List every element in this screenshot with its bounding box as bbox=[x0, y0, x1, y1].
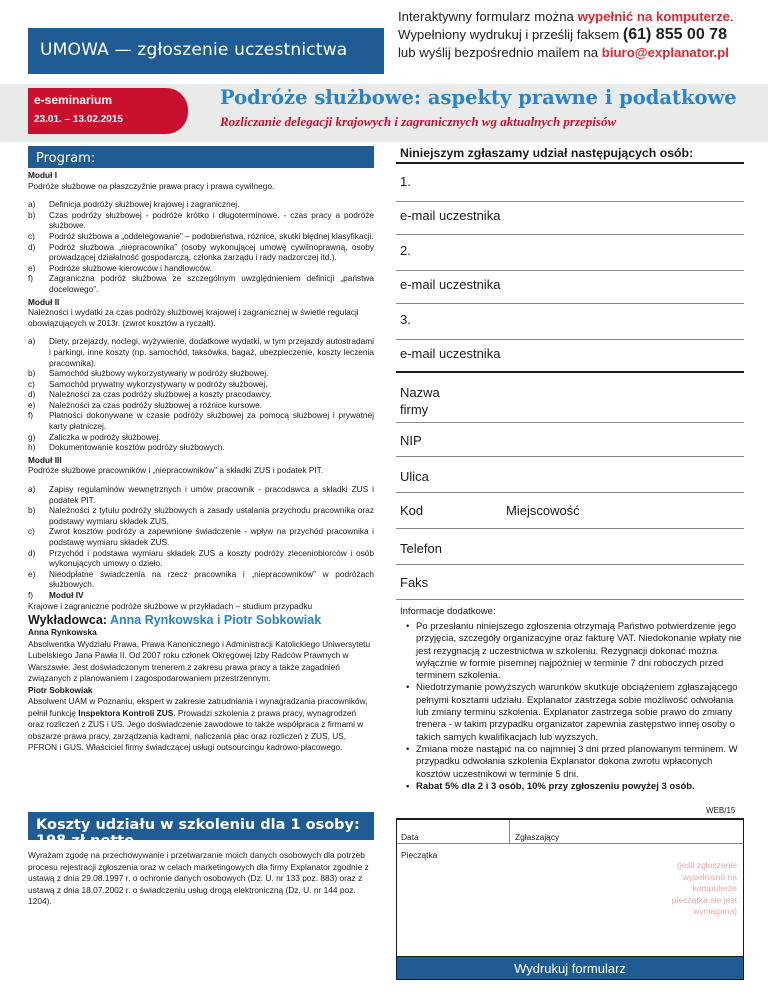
item-letter: a) bbox=[28, 199, 36, 210]
item-text: Samochód służbowy wykorzystywany w podróży służbowej. bbox=[49, 368, 269, 379]
program-item bbox=[28, 548, 374, 569]
bio-text: . Prowadzi szkolenia z prawa pracy, wynagrodzeń oraz rozliczeń z ZUS i US. Jego doświadczenie zawodowe to także współpraca z firmami w obszarze prawa pracy, zarządzania kadrami, naliczania płac oraz rozliczeń z ZUS, US, PFRON i GUS. Właściciel firmy świadczącej usługi outsourcingu kadrowo-płacowego. bbox=[28, 707, 364, 753]
field-label: Ulica bbox=[400, 469, 429, 484]
registration-heading: Niniejszym zgłaszamy udział następujących osób: bbox=[396, 140, 744, 164]
program-item bbox=[28, 432, 374, 443]
item-letter: a) bbox=[28, 336, 36, 347]
program-item bbox=[28, 569, 374, 590]
item-letter: h) bbox=[28, 442, 36, 453]
item-text: Należności za czas podróży służbowej a różnice kursowe. bbox=[49, 399, 263, 410]
item-letter: c) bbox=[28, 230, 35, 241]
spacer bbox=[28, 476, 374, 484]
item-text: Dokumentowanie kosztów podróży służbowych. bbox=[49, 442, 225, 453]
module-name: Moduł II bbox=[28, 296, 60, 307]
program-item bbox=[28, 336, 374, 368]
item-text: Czas podróży służbowej - podróże krótko i długoterminowe. - czas pracy a podróże służbowe. bbox=[49, 209, 374, 231]
item-text: Płatności dokonywane w czasie podróży służbowej za pomocą służbowej i prywatnej karty płatniczej. bbox=[49, 410, 374, 432]
item-letter: d) bbox=[28, 241, 36, 252]
bio-highlight: Inspektora Kontroli ZUS bbox=[78, 707, 174, 718]
module-intro: Podróże służbowe na płaszczyźnie prawa pracy i prawa cywilnego. bbox=[28, 180, 275, 191]
lecturer-name: Anna Rynkowska bbox=[28, 627, 97, 638]
program-closing: Krajowe i zagraniczne podróże służbowe w przykładach – studium przypadku bbox=[28, 600, 313, 611]
info-item: • Po przesłaniu niniejszego zgłoszenia otrzymają Państwo potwierdzenie jego przyjęcia, szczegóły organizacyjne oraz fakturę VAT. Niedokonanie wpłaty nie jest rezygnacją z uczestnictwa w szkoleniu. Rezygnacji dokonać można wyłącznie w formie pisemnej najpóźniej w terminie 7 dni roboczych przed terminem szkolenia. bbox=[406, 621, 744, 682]
program-item bbox=[28, 231, 374, 242]
program-heading: Program: bbox=[28, 146, 374, 168]
info-item: • Rabat 5% dla 2 i 3 osób, 10% przy zgłoszeniu powyżej 3 osób. bbox=[406, 781, 744, 793]
field-label: 3. bbox=[400, 312, 411, 327]
program-item bbox=[28, 263, 374, 274]
program-item bbox=[28, 199, 374, 210]
program-item bbox=[28, 273, 374, 294]
phone-field[interactable] bbox=[396, 529, 744, 565]
form-title-bar bbox=[28, 28, 384, 74]
item-text: Przychód i podstawa wymiaru składek ZUS a koszty podróży zleceniobiorców i osób wykonujących umowy o dzieło. bbox=[49, 547, 374, 569]
data-consent-text: Wyrażam zgodę na przechowywanie i przetwarzanie moich danych osobowych dla potrzeb procesu rejestracji zgłoszenia oraz w celach marketingowych dla firmy Explanator zgodnie z ustawą z dnia 29.08.1997 r. o ochronie danych osobowych (Dz. U. nr 133 poz. 883) oraz z ustawą z dnia 18.07.2002 r. o świadczeniu usług drogą elektroniczną (Dz. U. nr 144 poz. 1204). bbox=[28, 850, 369, 906]
field-label: Telefon bbox=[400, 541, 442, 556]
program-item bbox=[28, 410, 374, 431]
item-text: Podróż służbowa a „oddelegowanie” – podobieństwa, różnice, skutki błędnej klasyfikacji. bbox=[49, 230, 374, 241]
program-item bbox=[28, 484, 374, 505]
participant-3-email-field[interactable] bbox=[396, 340, 744, 373]
program-item bbox=[28, 368, 374, 379]
item-text: Podróż służbowa „niepracownika” (osoby wykonującej umowę cywilnoprawną, osoby prowadzącej działalność gospodarczą, członka zarządu i rady nadzorczej itd.). bbox=[49, 241, 374, 263]
bio-text: Absolwent UAM w Poznaniu, ekspert w zakresie zatrudniania i wynagradzania pracowników, pełnił funkcję bbox=[28, 696, 368, 718]
event-subtitle: Rozliczanie delegacji krajowych i zagranicznych wg aktualnych przepisów bbox=[220, 114, 617, 129]
item-text: Samochód prywatny wykorzystywany w podróży służbowej. bbox=[49, 378, 268, 389]
item-letter: b) bbox=[28, 505, 36, 516]
field-label: e-mail uczestnika bbox=[400, 277, 501, 292]
item-text: Podróże służbowe kierowców i handlowców. bbox=[49, 262, 212, 273]
field-label: Faks bbox=[400, 575, 429, 590]
form-title: UMOWA — zgłoszenie uczestnictwa bbox=[40, 40, 348, 60]
field-label: e-mail uczestnika bbox=[400, 208, 501, 223]
stamp-label: Pieczątka bbox=[401, 850, 438, 860]
participant-1-email-field[interactable] bbox=[396, 202, 744, 235]
participant-3-name-field[interactable] bbox=[396, 304, 744, 340]
field-label: NIP bbox=[400, 433, 422, 448]
program-content bbox=[28, 170, 374, 611]
module-name: Moduł III bbox=[28, 454, 62, 465]
event-type-badge bbox=[28, 88, 188, 134]
item-letter: e) bbox=[28, 568, 36, 579]
date-field[interactable]: Data bbox=[401, 832, 419, 842]
program-item bbox=[28, 389, 374, 400]
info-text: Interaktywny formularz można bbox=[398, 9, 578, 24]
program-item bbox=[28, 379, 374, 390]
event-type: e-seminarium bbox=[34, 93, 113, 107]
info-item: • Niedotrzymanie powyższych warunków skutkuje obciążeniem zgłaszającego pełnymi kosztami udziału. Explanator zastrzega sobie możliwość odwołania lub zmiany terminu szkolenia. Explanator zastrzega sobie prawo do zmiany trenera - w takim przypadku organizator zapewnia zastępstwo innej osoby o takich samych kwalifikacjach lub wyższych. bbox=[406, 682, 744, 743]
program-item bbox=[28, 400, 374, 411]
additional-info bbox=[396, 599, 744, 793]
event-dates: 23.01. – 13.02.2015 bbox=[34, 114, 123, 125]
email-link[interactable]: biuro@explanator.pl bbox=[601, 45, 729, 60]
participant-2-email-field[interactable] bbox=[396, 271, 744, 304]
nip-field[interactable] bbox=[396, 423, 744, 457]
item-letter: g) bbox=[28, 431, 36, 442]
company-name-field[interactable] bbox=[396, 373, 744, 423]
info-item: • Zmiana może nastąpić na co najmniej 3 dni przed planowanym terminem. W przypadku odwołania szkolenia Explanator dokona zwrotu wpłaconych kosztów uczestnikowi w terminie 5 dni. bbox=[406, 744, 744, 781]
item-letter: c) bbox=[28, 378, 35, 389]
additional-info-label: Informacje dodatkowe: bbox=[396, 599, 744, 621]
info-highlight: wypełnić na komputerze bbox=[577, 9, 730, 24]
field-label: e-mail uczestnika bbox=[400, 346, 501, 361]
program-item bbox=[28, 210, 374, 231]
fax-number: (61) 855 00 78 bbox=[622, 26, 727, 43]
program-item bbox=[28, 526, 374, 547]
item-letter: e) bbox=[28, 399, 36, 410]
field-label: Nazwa bbox=[400, 385, 440, 400]
street-field[interactable] bbox=[396, 457, 744, 493]
lecturer-bios bbox=[28, 627, 374, 754]
divider bbox=[509, 820, 510, 844]
spacer bbox=[28, 328, 374, 336]
participant-1-name-field[interactable] bbox=[396, 166, 744, 202]
info-text: . bbox=[730, 9, 734, 24]
additional-info-list bbox=[396, 621, 744, 793]
module-intro: Należności i wydatki za czas podróży służbowej krajowej i zagranicznej w świetle regulacji obowiązujących w 2013r. (zwrot kosztów a ryczałt). bbox=[28, 307, 359, 328]
lecturers-label: Wykładowca: bbox=[28, 613, 110, 628]
zip-field-label[interactable]: Kod bbox=[400, 503, 424, 518]
item-letter: d) bbox=[28, 389, 36, 400]
item-text: Należności z tytułu podróży służbowych a zasady ustalania przychodu pracownika oraz podstawy wymiaru składek ZUS. bbox=[49, 505, 374, 526]
item-letter: b) bbox=[28, 368, 36, 379]
item-text: Zaliczka w podróży służbowej. bbox=[49, 431, 161, 442]
field-label: 2. bbox=[400, 243, 411, 258]
item-text: Moduł IV bbox=[49, 589, 84, 600]
lecturer-bio: Absolwentka Wydziału Prawa, Prawa Kanonicznego i Administracji Katolickiego Uniwersytetu Lubelskiego Jana Pawła II. Od 2007 roku członek Okręgowej Izby Radców Prawnych w Warszawie. Jest doświadczonym trenerem z zakresu prawa pracy a także zagadnień związanych z planowaniem i zagospodarowaniem przestrzennym. bbox=[28, 638, 371, 684]
item-text: Należności za czas podróży służbowej a koszty pracodawcy. bbox=[49, 389, 272, 400]
city-field-label[interactable]: Miejscowość bbox=[506, 503, 580, 518]
fax-field[interactable] bbox=[396, 565, 744, 599]
lecturers-heading bbox=[28, 613, 374, 627]
event-title: Podróże służbowe: aspekty prawne i podatkowe bbox=[220, 86, 737, 109]
module-items bbox=[28, 336, 374, 453]
info-text: lub wyślij bezpośrednio mailem na bbox=[398, 45, 602, 60]
field-label: firmy bbox=[400, 402, 429, 417]
program-item bbox=[28, 590, 374, 601]
item-text: Zwrot kosztów podróży a zapewnione świadczenie - wpływ na przychód pracownika i podstawę wymiaru składek ZUS. bbox=[49, 526, 374, 547]
participant-2-name-field[interactable] bbox=[396, 235, 744, 271]
form-reference: WEB/15 bbox=[706, 806, 736, 815]
item-letter: f) bbox=[28, 410, 34, 421]
item-letter: d) bbox=[28, 547, 36, 558]
module-intro: Podróże służbowe pracowników i „niepracowników” a składki ZUS i podatek PIT. bbox=[28, 465, 324, 476]
module-items bbox=[28, 199, 374, 294]
print-form-button[interactable]: Wydrukuj formularz bbox=[396, 956, 744, 980]
module-items bbox=[28, 484, 374, 601]
lecturer-name: Piotr Sobkowiak bbox=[28, 684, 93, 695]
module-name: Moduł I bbox=[28, 170, 58, 180]
lecturer-bio bbox=[28, 696, 374, 754]
program-item bbox=[28, 505, 374, 526]
cost-heading: Koszty udziału w szkoleniu dla 1 osoby: 198 zł netto bbox=[28, 812, 374, 840]
registration-form bbox=[396, 140, 744, 164]
applicant-field[interactable]: Zgłaszający bbox=[515, 832, 560, 842]
item-text: Zagraniczna podróż służbowa ze szczególnym uwzględnieniem definicji „państwa docelowego”. bbox=[49, 273, 374, 294]
header-instructions bbox=[398, 8, 758, 62]
item-text: Zapisy regulaminów wewnętrznych i umów pracownik - pracodawca a składki ZUS i podatek PIT. bbox=[49, 484, 374, 505]
item-letter: b) bbox=[28, 209, 36, 220]
stamp-note: (jeśli zgłoszenie wypełniono na komputerze pieczątka nie jest wymagana) bbox=[671, 860, 737, 916]
item-text: Nieodpłatne świadczenia na rzecz pracownika i „niepracowników” w podróżach służbowych. bbox=[49, 568, 374, 590]
field-label: 1. bbox=[400, 174, 411, 189]
program-item bbox=[28, 242, 374, 263]
program-column bbox=[28, 146, 374, 754]
signature-row bbox=[397, 820, 743, 844]
item-letter: f) bbox=[28, 273, 34, 284]
item-letter: c) bbox=[28, 526, 35, 537]
item-text: Diety, przejazdy, noclegi, wyżywienie, dodatkowe wydatki, w tym przejazdy autostradami i parkingi, inne koszty (np. samochód, taksówka, bagaż, ubezpieczenie, koszty leczenia pracownika). bbox=[49, 336, 374, 368]
zip-city-row bbox=[396, 493, 744, 529]
program-item bbox=[28, 442, 374, 453]
lecturers-names: Anna Rynkowska i Piotr Sobkowiak bbox=[109, 613, 322, 628]
spacer bbox=[28, 191, 374, 199]
item-letter: e) bbox=[28, 262, 36, 273]
item-letter: a) bbox=[28, 484, 36, 495]
item-text: Definicja podróży służbowej krajowej i zagranicznej. bbox=[49, 199, 240, 210]
info-text: Wypełniony wydrukuj i prześlij faksem bbox=[398, 27, 623, 42]
signature-box bbox=[396, 818, 744, 956]
item-letter: f) bbox=[28, 589, 34, 600]
